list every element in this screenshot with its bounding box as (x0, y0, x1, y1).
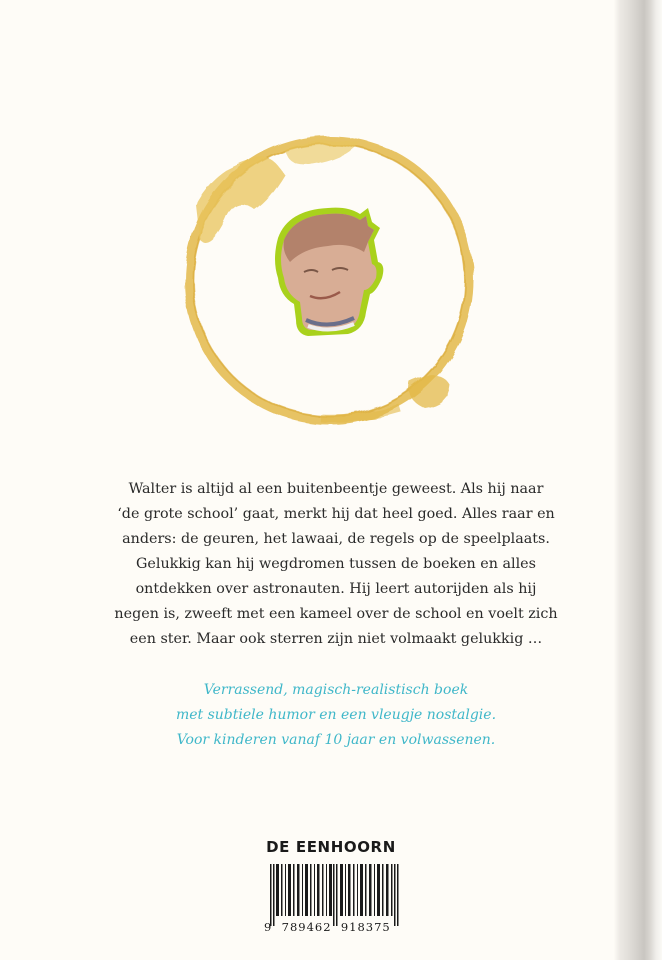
blurb-line: ‘de grote school’ gaat, merkt hij dat heel goed. Alles raar en (117, 506, 555, 522)
back-cover-blurb (90, 477, 582, 652)
tagline-line: Voor kinderen vanaf 10 jaar en volwassenen. (176, 732, 496, 748)
barcode (270, 864, 400, 926)
tagline-line: Verrassend, magisch-realistisch boek (203, 682, 469, 698)
tagline-line: met subtiele humor en een vleugje nostalgie. (175, 707, 497, 723)
author-childhood-photo (268, 200, 392, 338)
blurb-line: een ster. Maar ook sterren zijn niet volmaakt gelukkig … (129, 631, 543, 647)
blurb-line: anders: de geuren, het lawaai, de regels op de speelplaats. (122, 531, 550, 547)
blurb-line: Walter is altijd al een buitenbeentje geweest. Als hij naar (128, 481, 544, 497)
blurb-line: negen is, zweeft met een kameel over de school en voelt zich (114, 606, 558, 622)
publisher-logo: DE EENHOORN (266, 838, 396, 856)
blurb-line: Gelukkig kan hij wegdromen tussen de boeken en alles (136, 556, 536, 572)
tagline (110, 678, 562, 753)
blurb-line: ontdekken over astronauten. Hij leert autorijden als hij (135, 581, 537, 597)
isbn-number: 9 789462 918375 (264, 920, 391, 934)
